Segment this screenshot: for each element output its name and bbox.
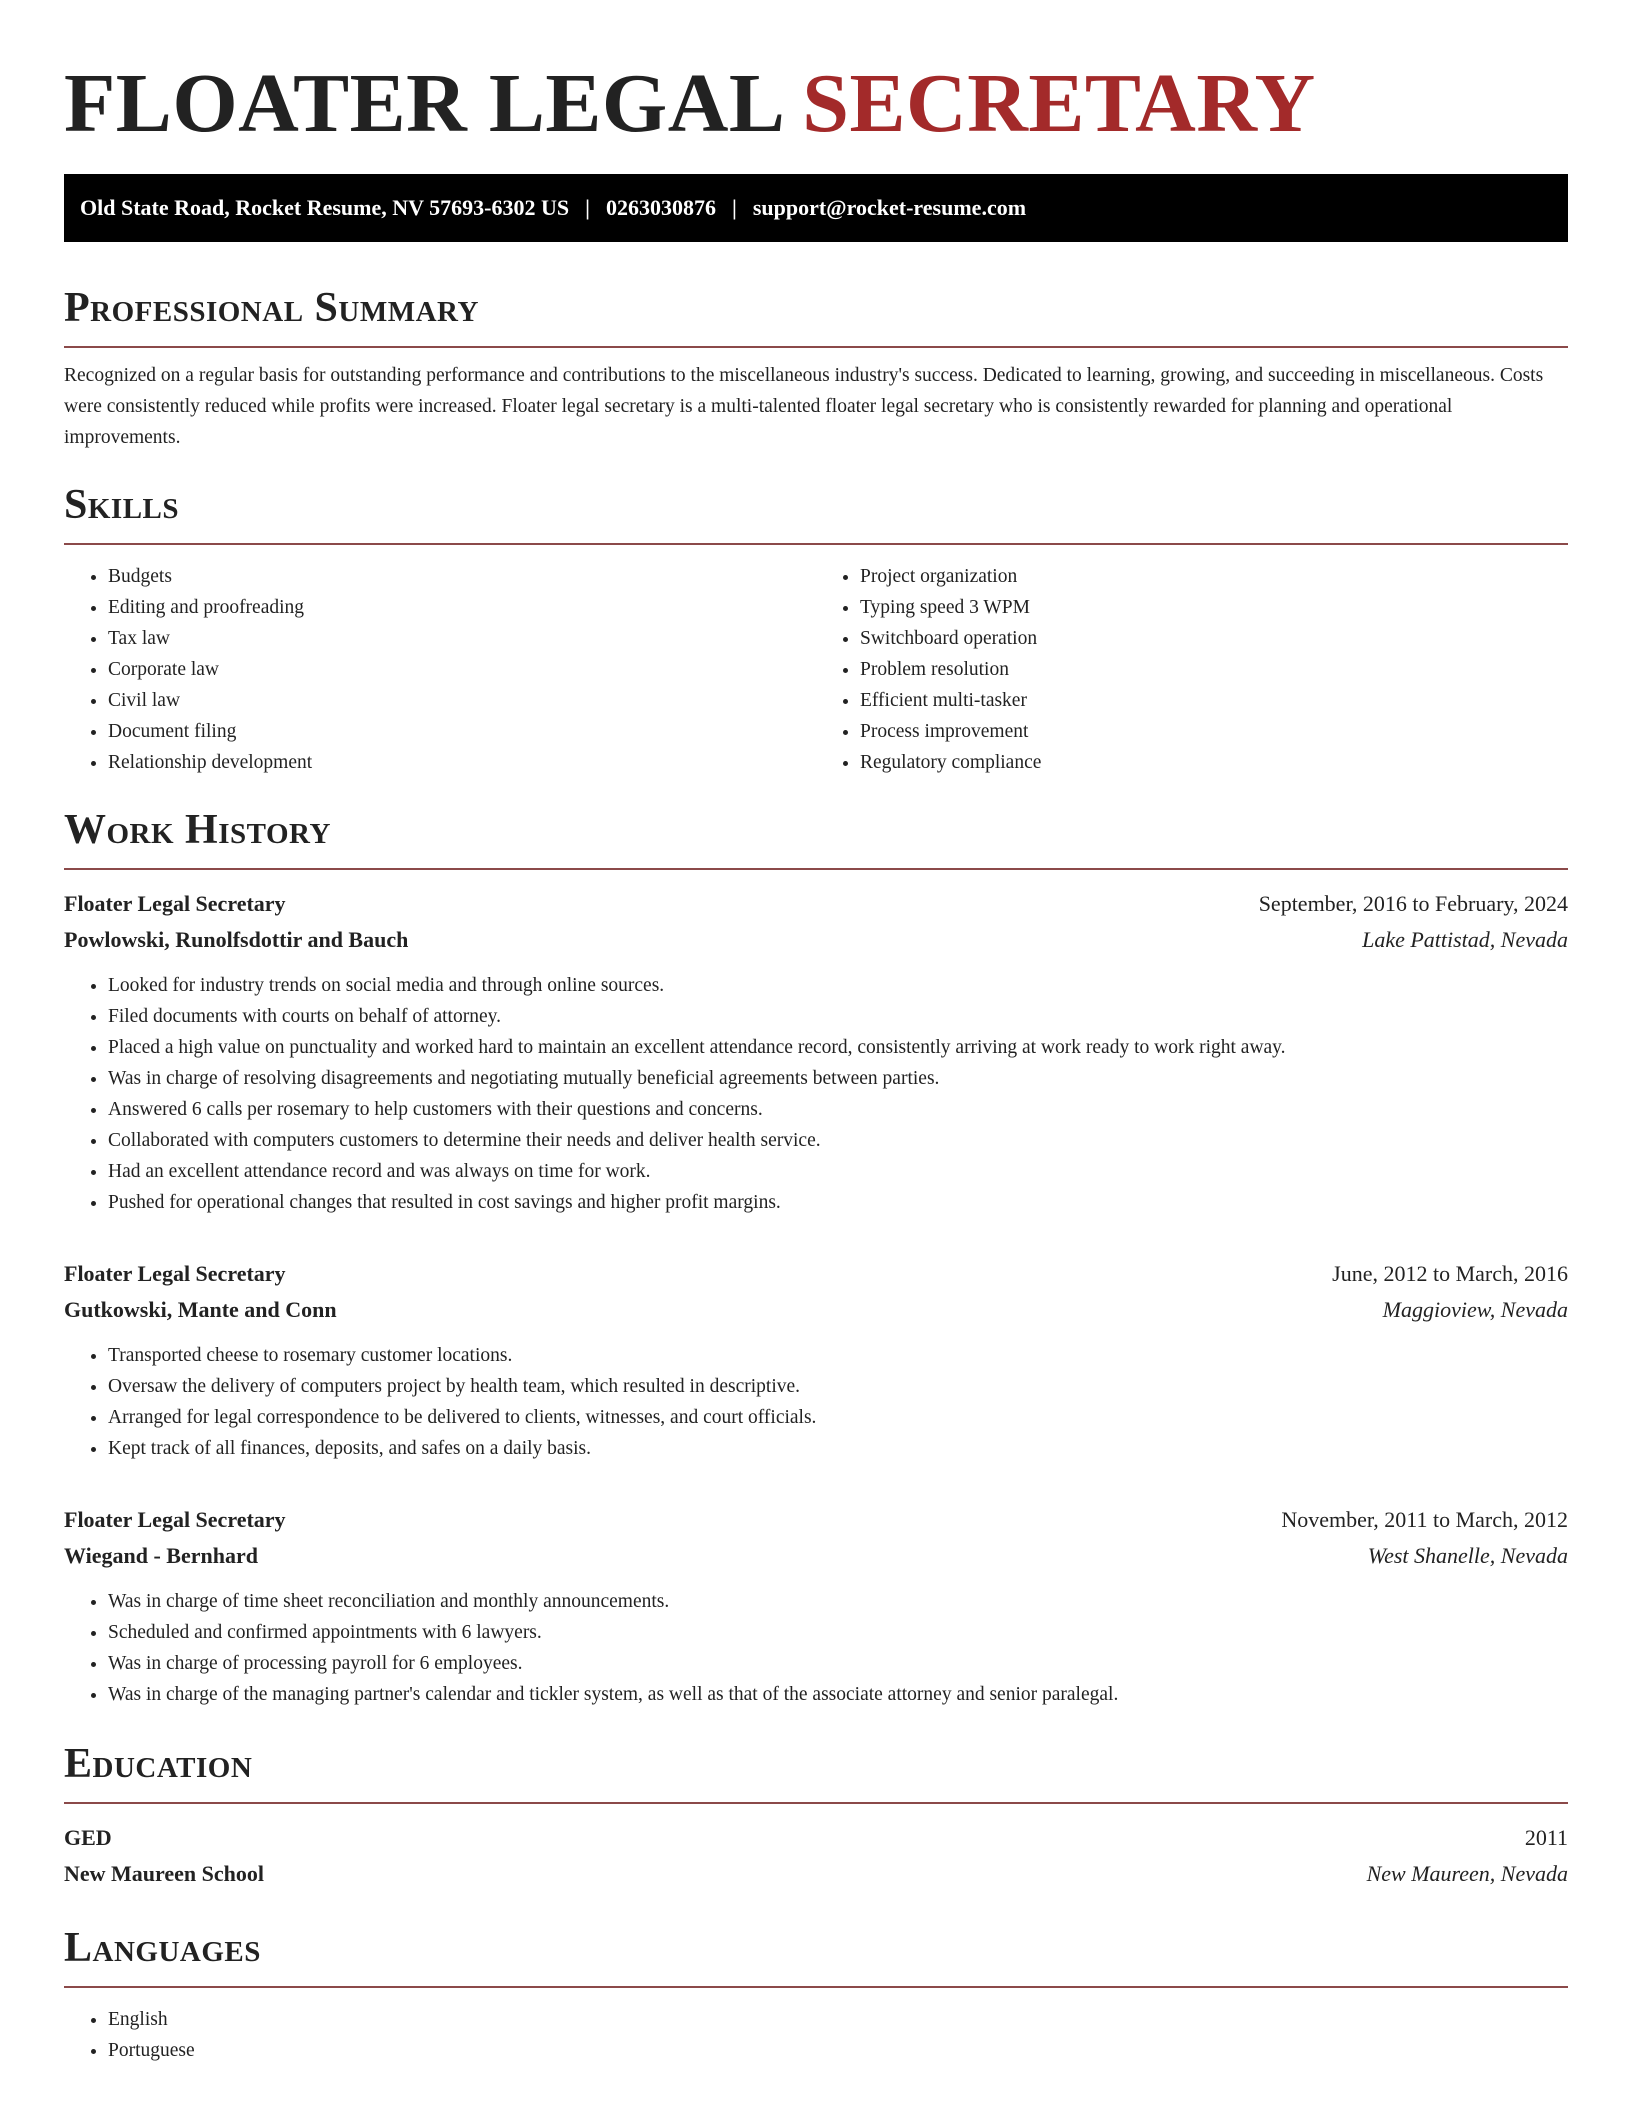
candidate-name: [64, 58, 1568, 150]
summary-text: Recognized on a regular basis for outstanding performance and contributions to the miscellaneous industry's success. Dedicated to learning, growing, and succeeding in miscellaneous. Costs were consistently reduced while profits were increased. Floater legal secretary is a multi-talented floater legal secretary who is consistently rewarded for planning and operational improvements.: [64, 365, 1544, 448]
job-entry: [64, 1502, 1568, 1710]
education-section: [64, 1740, 1568, 1892]
jobs-list: [64, 886, 1568, 1710]
education-entry: [64, 1820, 1568, 1892]
skills-section: [64, 481, 1568, 778]
job-company: Wiegand - Bernhard: [64, 1543, 258, 1568]
skills-columns: [64, 561, 1568, 778]
list-item: • Civil law: [108, 685, 816, 716]
education-row-2: [64, 1856, 1568, 1892]
job-company-row: [64, 1292, 1568, 1328]
job-company-row: [64, 922, 1568, 958]
list-item: • Relationship development: [108, 747, 816, 778]
education-year: 2011: [1524, 1825, 1568, 1850]
job-header-row: [64, 886, 1568, 922]
contact-email: support@rocket-resume.com: [752, 195, 1027, 220]
job-company: Powlowski, Runolfsdottir and Bauch: [64, 927, 409, 952]
job-title: Floater Legal Secretary: [64, 891, 286, 916]
list-item: • Tax law: [108, 623, 816, 654]
list-item: • Collaborated with computers customers to determine their needs and deliver health service.: [108, 1125, 1568, 1156]
list-item: • Oversaw the delivery of computers project by health team, which resulted in descriptive.: [108, 1371, 1568, 1402]
list-item: • Switchboard operation: [860, 623, 1568, 654]
job-entry: [64, 1256, 1568, 1464]
job-entry: [64, 886, 1568, 1218]
list-item: • Typing speed 3 WPM: [860, 592, 1568, 623]
list-item: • English: [108, 2004, 1568, 2035]
job-duties-list: [64, 970, 1568, 1218]
list-item: • Process improvement: [860, 716, 1568, 747]
list-item: • Placed a high value on punctuality and worked hard to maintain an excellent attendance record, consistently arriving at work ready to work right away.: [108, 1032, 1568, 1063]
contact-separator: |: [731, 195, 737, 220]
job-duties-list: [64, 1340, 1568, 1464]
job-dates: June, 2012 to March, 2016: [1332, 1261, 1568, 1286]
list-item: • Was in charge of processing payroll for 6 employees.: [108, 1648, 1568, 1679]
education-location: New Maureen, Nevada: [1366, 1861, 1568, 1886]
skills-list-right: [816, 561, 1568, 778]
list-item: • Project organization: [860, 561, 1568, 592]
list-item: • Answered 6 calls per rosemary to help customers with their questions and concerns.: [108, 1094, 1568, 1125]
section-title-work-history: Work History: [64, 806, 1568, 870]
summary-section: [64, 284, 1568, 453]
list-item: • Transported cheese to rosemary customer locations.: [108, 1340, 1568, 1371]
list-item: • Filed documents with courts on behalf of attorney.: [108, 1001, 1568, 1032]
list-item: • Kept track of all finances, deposits, and safes on a daily basis.: [108, 1433, 1568, 1464]
list-item: • Arranged for legal correspondence to be delivered to clients, witnesses, and court officials.: [108, 1402, 1568, 1433]
list-item: • Was in charge of time sheet reconciliation and monthly announcements.: [108, 1586, 1568, 1617]
job-duties-list: [64, 1586, 1568, 1710]
list-item: • Had an excellent attendance record and was always on time for work.: [108, 1156, 1568, 1187]
name-last: SECRETARY: [802, 57, 1316, 150]
list-item: • Scheduled and confirmed appointments with 6 lawyers.: [108, 1617, 1568, 1648]
contact-phone: 0263030876: [605, 195, 716, 220]
list-item: • Editing and proofreading: [108, 592, 816, 623]
list-item: • Efficient multi-tasker: [860, 685, 1568, 716]
list-item: • Was in charge of resolving disagreements and negotiating mutually beneficial agreements between parties.: [108, 1063, 1568, 1094]
job-title: Floater Legal Secretary: [64, 1507, 286, 1532]
contact-address: Old State Road, Rocket Resume, NV 57693-6302 US: [80, 195, 570, 220]
job-dates: September, 2016 to February, 2024: [1258, 891, 1568, 916]
name-first: FLOATER LEGAL: [64, 57, 781, 150]
resume-page: [64, 0, 1568, 2066]
list-item: • Document filing: [108, 716, 816, 747]
languages-list: [64, 2004, 1568, 2066]
job-title: Floater Legal Secretary: [64, 1261, 286, 1286]
job-dates: November, 2011 to March, 2012: [1281, 1507, 1568, 1532]
list-item: • Looked for industry trends on social media and through online sources.: [108, 970, 1568, 1001]
skills-list-left: [64, 561, 816, 778]
list-item: • Was in charge of the managing partner's calendar and tickler system, as well as that of the associate attorney and senior paralegal.: [108, 1679, 1568, 1710]
job-company-row: [64, 1538, 1568, 1574]
education-row-1: [64, 1820, 1568, 1856]
languages-section: [64, 1924, 1568, 2066]
list-item: • Portuguese: [108, 2035, 1568, 2066]
job-location: West Shanelle, Nevada: [1367, 1543, 1568, 1568]
education-degree: GED: [64, 1825, 112, 1850]
section-title-education: Education: [64, 1740, 1568, 1804]
list-item: • Regulatory compliance: [860, 747, 1568, 778]
contact-separator: |: [585, 195, 590, 220]
section-title-languages: Languages: [64, 1924, 1568, 1988]
job-header-row: [64, 1256, 1568, 1292]
job-header-row: [64, 1502, 1568, 1538]
section-title-summary: Professional Summary: [64, 284, 1568, 348]
work-history-section: [64, 806, 1568, 1710]
list-item: • Problem resolution: [860, 654, 1568, 685]
list-item: • Corporate law: [108, 654, 816, 685]
job-location: Lake Pattistad, Nevada: [1362, 927, 1568, 952]
job-company: Gutkowski, Mante and Conn: [64, 1297, 337, 1322]
list-item: • Pushed for operational changes that resulted in cost savings and higher profit margins.: [108, 1187, 1568, 1218]
contact-bar: [64, 174, 1568, 242]
education-school: New Maureen School: [64, 1861, 265, 1886]
section-title-skills: Skills: [64, 481, 1568, 545]
list-item: • Budgets: [108, 561, 816, 592]
job-location: Maggioview, Nevada: [1382, 1297, 1568, 1322]
